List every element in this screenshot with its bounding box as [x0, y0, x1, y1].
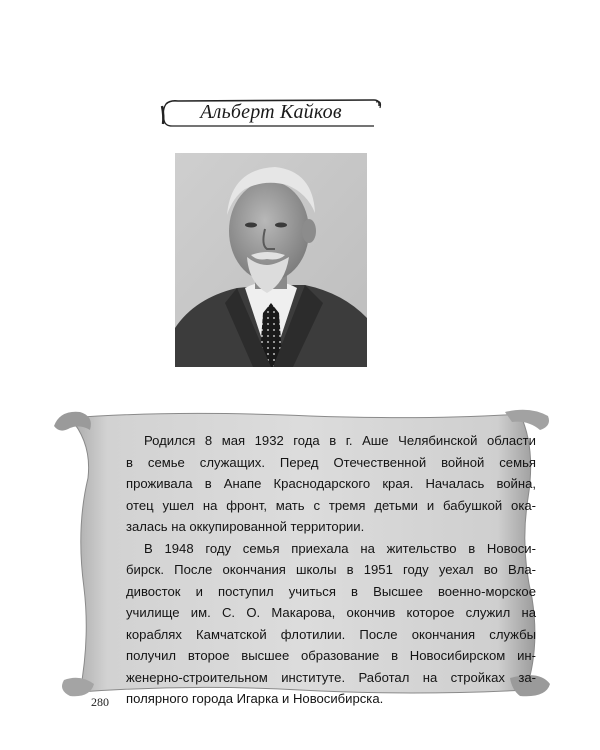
title-banner: [160, 96, 382, 130]
text-line: училище им. С. О. Макарова, окончив которое служил на: [126, 605, 536, 620]
text-line: дивосток и поступил учиться в Высшее военно-морское: [126, 583, 536, 599]
text-line: Родился 8 мая 1932 года в г. Аше Челябинской области: [144, 433, 536, 448]
text-line: отец ушел на фронт, мать с тремя детьми и бабушкой ока-: [126, 497, 536, 513]
text-line: полярного города Игарка и Новосибирска.: [126, 691, 384, 706]
biography-text: [126, 430, 536, 710]
text-line: В 1948 году семья приехала на жительство в Новоси-: [144, 540, 536, 556]
biography-paragraph: [126, 538, 536, 710]
page-title: Альберт Кайков: [200, 101, 342, 123]
text-line: проживала в Анапе Краснодарского края. Началась война,: [126, 476, 536, 491]
text-line: бирск. После окончания школы в 1951 году уехал во Вла-: [126, 562, 536, 577]
text-line: женерно-строительном институте. Работал на стройках за-: [126, 669, 536, 685]
text-line: кораблях Камчатской флотилии. После окончания службы: [126, 626, 536, 642]
portrait-photo: [175, 153, 367, 367]
text-line: получил второе высшее образование в Новосибирском ин-: [126, 648, 536, 663]
text-line: залась на оккупированной территории.: [126, 519, 365, 534]
page-number: 280: [91, 695, 109, 709]
text-line: в семье служащих. Перед Отечественной войной семья: [126, 454, 536, 470]
biography-paragraph: [126, 430, 536, 538]
